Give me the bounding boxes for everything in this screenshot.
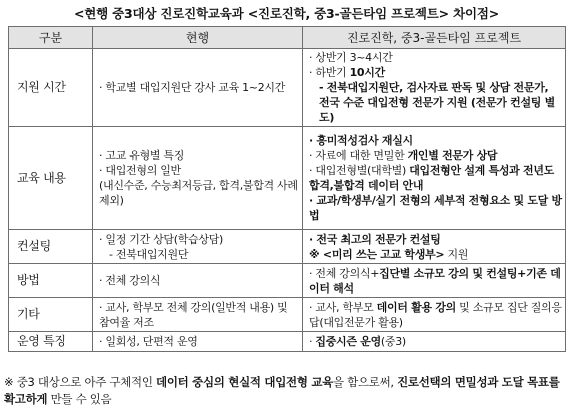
bold-text: - 전북대입지원단, 검사자료 판독 및 상담 전문가, 전국 수준 대입전형 전문가 지원 (전문가 컨설팅 별도) — [319, 81, 555, 124]
cell-line — [99, 178, 299, 208]
cell-line — [99, 273, 299, 288]
cell-line — [309, 80, 562, 125]
footnote — [4, 374, 570, 408]
project-cell — [303, 332, 566, 352]
table-row — [9, 230, 566, 264]
table-row — [9, 127, 566, 230]
current-cell — [93, 298, 303, 332]
table-row — [9, 264, 566, 298]
cell-line — [99, 148, 299, 163]
cell-line — [309, 193, 562, 223]
cell-line — [309, 133, 562, 148]
text-run: · 학교별 대입지원단 강사 교육 1~2시간 — [99, 81, 286, 94]
text-run: · 대입전형별(대학별) — [309, 164, 410, 177]
cell-line — [99, 232, 299, 247]
text-run: (중3) — [380, 335, 406, 348]
bold-text: · 전국 최고의 전문가 컨설팅 — [309, 232, 441, 246]
text-run: · — [309, 335, 316, 348]
table-row — [9, 49, 566, 127]
current-cell — [93, 332, 303, 352]
cell-line — [99, 334, 299, 349]
row-category: 방법 — [9, 264, 93, 298]
project-cell — [303, 298, 566, 332]
cell-line — [99, 247, 299, 262]
header-category: 구분 — [9, 27, 93, 49]
cell-line — [99, 163, 299, 178]
comparison-table — [8, 26, 566, 352]
text-run: · 하반기 — [309, 66, 350, 79]
current-cell — [93, 49, 303, 127]
text-run: · 교사, 학부모 — [309, 300, 377, 314]
project-cell — [303, 127, 566, 230]
text-run: 을 함으로써, — [332, 375, 398, 389]
cell-line — [309, 232, 562, 247]
cell-line — [309, 334, 562, 349]
cell-line — [309, 300, 562, 330]
cell-line — [99, 80, 299, 95]
bold-text: 개인별 전문가 상담 — [407, 149, 498, 162]
current-cell — [93, 264, 303, 298]
cell-line — [309, 163, 562, 193]
row-category: 운영 특징 — [9, 332, 93, 352]
row-category: 지원 시간 — [9, 49, 93, 127]
cell-line — [309, 65, 562, 80]
bold-text: 대입전형안 설계 특성과 전년도 합격,불합격 데이터 안내 — [309, 164, 555, 192]
bold-text: 진로선택의 면밀성과 도달 목표를 확고하게 — [4, 375, 560, 406]
text-run: (내신수준, 수능최저등급, 합격,불합격 사례 제외) — [99, 179, 298, 207]
text-run: · 자료에 대한 면밀한 — [309, 149, 408, 162]
project-cell — [303, 49, 566, 127]
bold-text: · 흥미적성검사 재실시 — [309, 134, 413, 147]
bold-text: 10시간 — [349, 66, 385, 79]
header-project: 진로진학, 중3-골든타임 프로젝트 — [303, 27, 566, 49]
bold-text: 데이터 중심의 현실적 대입전형 교육 — [156, 375, 333, 389]
current-cell — [93, 230, 303, 264]
text-run: · 전체 강의식 — [99, 274, 161, 287]
text-run: 지원 — [444, 247, 469, 261]
text-run: · 일정 기간 상담(학습상담) — [99, 232, 224, 246]
header-current: 현행 — [93, 27, 303, 49]
text-run: · 전체 강의식+ — [309, 266, 380, 280]
table-row — [9, 332, 566, 352]
project-cell — [303, 264, 566, 298]
row-category: 기타 — [9, 298, 93, 332]
cell-line — [309, 247, 562, 262]
bold-text: 집중시즌 운영 — [315, 335, 381, 348]
current-cell — [93, 127, 303, 230]
text-run: · 교사, 학부모 전체 강의(일반적 내용) 및 참여율 저조 — [99, 300, 288, 329]
text-run: · 대입전형의 일반 — [99, 164, 181, 177]
bold-text: · 교과/학생부/실기 전형의 세부적 전형요소 및 도달 방법 — [309, 194, 562, 222]
text-run: ※ 중3 대상으로 아주 구체적인 — [4, 375, 157, 389]
text-run: · 상반기 3~4시간 — [309, 51, 393, 64]
project-cell — [303, 230, 566, 264]
text-run: 만들 수 있음 — [47, 392, 112, 406]
bold-text: 집단별 소규모 강의 및 컨설팅+기존 데이터 해석 — [309, 266, 561, 295]
table-header-row — [9, 27, 566, 49]
text-run: 및 소규모 집단 질의응답(대입전문가 활용) — [309, 300, 562, 329]
text-run: · 고교 유형별 특징 — [99, 149, 185, 162]
row-category: 교육 내용 — [9, 127, 93, 230]
page-title: <현행 중3대상 진로진학교육과 <진로진학, 중3-골든타임 프로젝트> 차이점> — [73, 6, 500, 21]
row-category: 컨설팅 — [9, 230, 93, 264]
table-row — [9, 298, 566, 332]
cell-line — [309, 50, 562, 65]
bold-text: ※ <미리 쓰는 고교 학생부> — [309, 247, 445, 261]
cell-line — [99, 300, 299, 330]
text-run: - 전북대입지원단 — [109, 247, 189, 261]
bold-text: 데이터 활용 강의 — [376, 300, 456, 314]
cell-line — [309, 148, 562, 163]
text-run: · 일회성, 단편적 운영 — [99, 335, 198, 348]
cell-line — [309, 266, 562, 296]
